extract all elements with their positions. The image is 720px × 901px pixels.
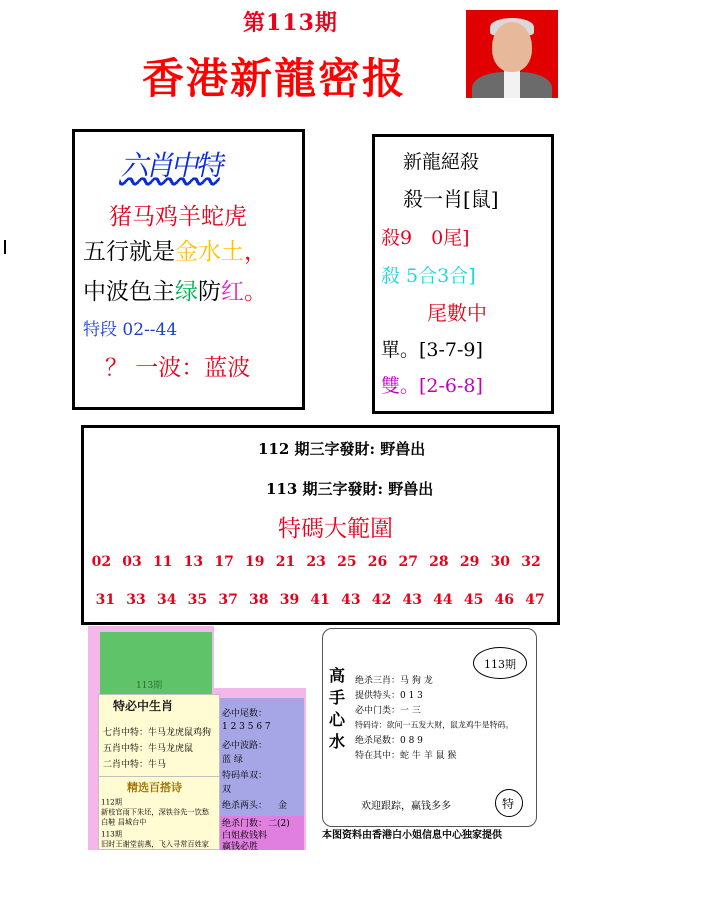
range-number: 29	[459, 554, 480, 570]
wave-line: 中波色主绿防红。	[83, 279, 267, 305]
cursor-mark	[4, 240, 6, 254]
side-band-2: 赢钱必胜	[222, 842, 259, 850]
welcome-text: 欢迎跟踪，赢钱多多	[361, 801, 451, 812]
poem-issue-112: 112期	[101, 798, 122, 807]
range-number: 42	[371, 592, 392, 608]
side-wave-label: 必中波路：	[222, 741, 268, 751]
side-band	[220, 816, 304, 850]
poem-issue-113: 113期	[101, 830, 122, 839]
two-zodiac: 二肖中特：牛马	[103, 760, 167, 770]
panel-header-issue: 113期	[136, 681, 163, 691]
five-zodiac: 五肖中特：牛马龙虎鼠	[103, 744, 194, 754]
poem-line-1: 新枝官雨下朱坯，深铁谷先一饮愁	[101, 808, 210, 817]
range-number: 25	[337, 554, 357, 570]
issue-cloud-text: 113期	[484, 658, 516, 671]
side-band-1: 白姐救钱料	[222, 831, 268, 841]
tips-panel-right	[322, 628, 537, 827]
side-tail-label: 必中尾数：	[222, 709, 268, 719]
line-113: 113 期三字發財: 野兽出	[266, 480, 434, 498]
odd-tails: 單。[3-7-9]	[381, 339, 483, 361]
must-box	[98, 694, 220, 778]
right-line-6: 特在其中：蛇 牛 羊 鼠 猴	[355, 751, 457, 761]
range-number: 32	[521, 554, 541, 570]
side-stats	[220, 698, 304, 816]
side-door-value: 二(2)	[268, 819, 290, 829]
range-number: 43	[341, 592, 361, 608]
range-number: 21	[275, 554, 296, 570]
range-number: 02	[91, 554, 112, 570]
panel-header-bg	[100, 632, 212, 694]
side-head-value: 金	[278, 801, 288, 811]
range-number: 17	[214, 554, 234, 570]
vertical-title: 高手心水	[329, 666, 346, 751]
poem-line-3: 旧时王谢堂前燕，飞入寻常百姓家	[101, 840, 210, 849]
poem-box	[98, 776, 220, 850]
range-number: 35	[187, 592, 208, 608]
range-number: 13	[183, 554, 204, 570]
right-line-4: 特码诗：欲问一五发大财，鼠龙鸡牛是特码。	[355, 721, 514, 731]
source-footer: 本图资料由香港白小姐信息中心独家提供	[322, 830, 502, 841]
right-line-5: 绝杀尾数：0 8 9	[355, 736, 423, 746]
special-range: 特段 02--44	[83, 320, 178, 340]
right-line-1: 绝杀三肖：马 狗 龙	[355, 676, 433, 686]
seven-zodiac: 七肖中特：牛马龙虎鼠鸡狗	[103, 728, 212, 738]
range-number: 41	[310, 592, 330, 608]
even-tails: 雙。[2-6-8]	[381, 375, 483, 397]
right-line-2: 提供特头：0 1 3	[355, 691, 423, 701]
side-oddeven-value: 双	[222, 785, 232, 795]
side-head-label: 绝杀两头：	[222, 801, 268, 811]
range-number: 27	[398, 554, 418, 570]
wuxing-line: 五行就是金水土，	[83, 239, 267, 265]
range-number: 31	[95, 592, 116, 608]
range-number: 03	[122, 554, 142, 570]
six-zodiac-box	[72, 129, 305, 410]
right-line-3: 必中门类：一 三	[355, 706, 421, 716]
side-tail-nums: 1 2 3 5 6 7	[222, 722, 271, 732]
range-number: 47	[525, 592, 545, 608]
poem-title: 精选百搭诗	[127, 781, 182, 794]
range-number: 44	[433, 592, 453, 608]
side-wave-value: 蓝 绿	[222, 755, 243, 765]
six-zodiac-banner: 六肖中特	[119, 149, 227, 182]
must-title: 特必中生肖	[113, 699, 174, 713]
range-number: 11	[152, 554, 173, 570]
zodiac-list: 猪马鸡羊蛇虎	[109, 204, 247, 230]
range-number: 38	[249, 592, 269, 608]
stamp-icon: 特	[495, 789, 523, 817]
range-number: 43	[402, 592, 422, 608]
tips-panel-left	[88, 626, 306, 850]
kill-tail: 殺9 0尾]	[381, 227, 470, 249]
issue-cloud	[473, 647, 527, 679]
kill-box	[372, 134, 554, 414]
range-number: 23	[306, 554, 326, 570]
range-number: 33	[126, 592, 146, 608]
page-title: 香港新龍密报	[142, 54, 407, 103]
line-112: 112 期三字發財: 野兽出	[258, 440, 426, 458]
range-box	[81, 425, 560, 625]
range-number: 46	[494, 592, 515, 608]
number-row-2	[90, 592, 550, 608]
kill-title: 新龍絕殺	[403, 151, 480, 173]
side-door-label: 绝杀门数：	[222, 819, 268, 829]
range-number: 19	[245, 554, 265, 570]
poem-line-2: 白鞋 昌城台中	[101, 818, 147, 827]
range-number: 45	[463, 592, 484, 608]
range-number: 39	[279, 592, 300, 608]
kill-sum: 殺 5合3合]	[381, 265, 476, 287]
tail-title: 尾數中	[427, 301, 487, 325]
panel-blank	[214, 626, 306, 688]
number-row-1	[86, 554, 546, 570]
side-oddeven-label: 特码单双：	[222, 771, 268, 781]
range-number: 34	[156, 592, 177, 608]
range-number: 26	[367, 554, 388, 570]
issue-number: 第113期	[243, 10, 338, 36]
range-number: 30	[490, 554, 511, 570]
range-title: 特碼大範圍	[278, 516, 393, 542]
kill-zodiac: 殺一肖[鼠]	[403, 187, 499, 211]
portrait-photo	[466, 10, 558, 98]
range-number: 37	[218, 592, 238, 608]
range-number: 28	[429, 554, 449, 570]
one-wave: ？ 一波：蓝波	[105, 355, 251, 381]
